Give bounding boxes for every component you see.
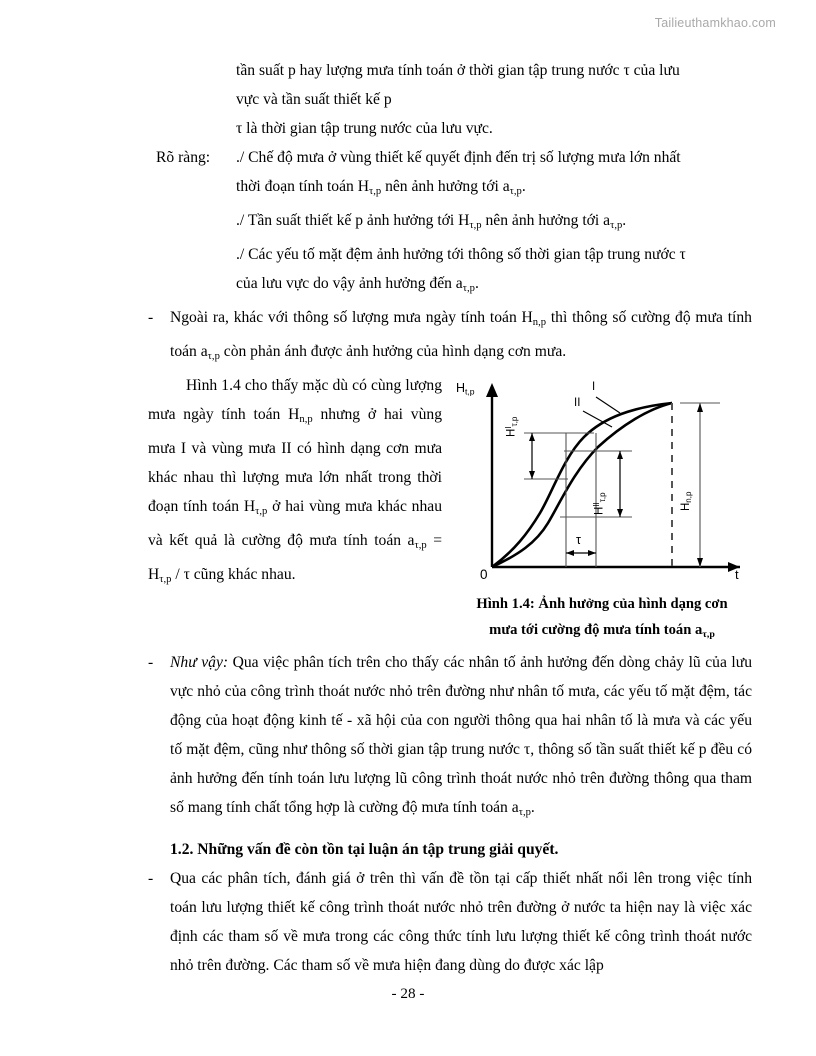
- dim-label-h1-sub: τ,p: [509, 416, 519, 427]
- bullet-ngoai-ra-sub1: n,p: [532, 316, 547, 328]
- side-paragraph-s5: / τ cũng khác nhau.: [171, 565, 296, 583]
- bullet-ngoai-ra-part3: còn phản ánh được ảnh hưởng của hình dạng cơn mưa.: [219, 342, 567, 360]
- bullet-ngoai-ra: [148, 303, 752, 371]
- section-1-2-text: Qua các phân tích, đánh giá ở trên thì vấn đề tồn tại cấp thiết nhất nổi lên trong việc tính toán lưu lượng thiết kế công trình thoát nước nhỏ trên đường ở nước ta hiện nay là việc xác định các tham số về mưa trong các công thức tính lưu lượng thiết kế công trình thoát nước nhỏ trên đường. Các tham số về mưa hiện đang dùng do được xác lập: [170, 869, 752, 974]
- bullet-dash: -: [148, 308, 154, 326]
- ro-rang-item-1-sub1: τ,p: [368, 185, 382, 197]
- dim-arrow-tau-right: [588, 550, 596, 556]
- side-paragraph-sub1: n,p: [299, 413, 313, 425]
- ro-rang-label: Rõ ràng:: [156, 149, 211, 166]
- dim-label-h-tau-p-I: [504, 397, 544, 437]
- ro-rang-item-2-a: ./ Tần suất thiết kế p ảnh hưởng tới H: [236, 211, 470, 229]
- dim-arrow-h2-up: [617, 451, 623, 459]
- dim-label-h-tau-p-II: [592, 465, 632, 515]
- ro-rang-row-1: [148, 143, 752, 172]
- ro-rang-item-2: [236, 206, 752, 240]
- ro-rang-item-2-sub-b: τ,p: [610, 219, 623, 231]
- section-heading-1-2: 1.2. Những vấn đề còn tồn tại luận án tập trung giải quyết.: [170, 840, 559, 858]
- figure-caption: [452, 591, 752, 648]
- ro-rang-item-3-text-a: ./ Các yếu tố mặt đệm ảnh hưởng tới thông số thời gian tập trung nước τ: [236, 245, 686, 263]
- ro-rang-item-3-b: [236, 269, 752, 303]
- dim-arrow-hnp-up: [697, 403, 703, 412]
- nhu-vay-dash: -: [148, 653, 154, 671]
- ro-rang-item-2-sub-a: τ,p: [469, 219, 482, 231]
- dim-label-h2-sub: τ,p: [597, 492, 607, 503]
- ro-rang-item-1-end: .: [521, 178, 526, 195]
- text-line-tau-la: τ là thời gian tập trung nước của lưu vực.: [236, 120, 493, 137]
- dim-label-hnp-base: H: [680, 502, 692, 511]
- dim-label-hnp-sub: n,p: [684, 491, 694, 503]
- y-axis-label-base: H: [456, 380, 466, 395]
- leader-line-I: [596, 397, 620, 413]
- x-axis-label: t: [735, 566, 739, 582]
- dim-label-h2-sup: II: [592, 502, 601, 507]
- nhu-vay-body: Qua việc phân tích trên cho thấy các nhân tố ảnh hưởng đến dòng chảy lũ của lưu vực nhỏ của công trình thoát nước nhỏ trên đường như nhân tố mưa, các yếu tố mặt đệm, tác động của hoạt động kinh tế - xã hội của con người thông qua hai nhân tố là mưa và các yếu tố mặt đệm, cũng như thông số thời gian tập trung nước τ, thông số tần suất thiết kế p đều có ảnh hưởng đến tính toán lưu lượng lũ công trình thoát nước nhỏ trên đường thông qua tham số mang tính chất tổng hợp là cường độ mưa tính toán a: [170, 653, 752, 816]
- dim-label-h-n-p: [680, 461, 710, 511]
- paragraph-section-1-2-body: [148, 864, 752, 980]
- y-axis-label-sub: t,p: [465, 386, 475, 397]
- ro-rang-item-3-text-b: của lưu vực do vậy ảnh hưởng đến a: [236, 274, 463, 292]
- nhu-vay-italic-lead: Như vậy:: [170, 653, 229, 671]
- text-line-vuc-va: vực và tần suất thiết kế p: [236, 91, 392, 108]
- figure-caption-line-2-sub: τ,p: [702, 628, 715, 640]
- dim-arrow-h1-down: [529, 471, 535, 479]
- dim-label-h2-base: H: [593, 506, 606, 515]
- paragraph-nhu-vay: [148, 648, 752, 827]
- figure-1-4: [452, 375, 752, 648]
- side-paragraph-s1: Hình 1.4 cho thấy mặc dù có cùng lượng mưa ngày tính toán H: [148, 376, 442, 423]
- ro-rang-item-1-cont-a: thời đoạn tính toán H: [236, 178, 369, 195]
- dim-label-h1-sup: I: [504, 426, 513, 429]
- y-axis-label: [456, 381, 475, 396]
- dim-arrow-tau-left: [566, 550, 574, 556]
- watermark-text: Tailieuthamkhao.com: [654, 16, 776, 30]
- ro-rang-item-3-sub-b: τ,p: [462, 282, 475, 294]
- side-paragraph-s3: ở hai vùng mưa khác nhau và kết quả là cường độ mưa tính toán a: [148, 497, 442, 549]
- ro-rang-item-1-cont-b: nên ảnh hưởng tới a: [381, 178, 510, 195]
- ro-rang-item-3-text-c: .: [474, 274, 479, 292]
- figure-and-text-block: [148, 371, 752, 648]
- side-paragraph-s4: = H: [148, 531, 442, 583]
- side-paragraph-sub4: τ,p: [159, 573, 172, 585]
- y-axis-arrowhead: [486, 383, 498, 397]
- ro-rang-item-1-text: ./ Chế độ mưa ở vùng thiết kế quyết định đến trị số lượng mưa lớn nhất: [236, 149, 681, 166]
- side-paragraph-sub3: τ,p: [414, 539, 427, 551]
- ro-rang-item-1-sub2: τ,p: [509, 185, 522, 197]
- figure-canvas: [452, 375, 748, 587]
- dim-label-h1-base: H: [505, 428, 518, 437]
- dim-arrow-hnp-down: [697, 558, 703, 567]
- bullet-ngoai-ra-sub2: τ,p: [207, 350, 220, 362]
- section-1-2-dash: -: [148, 869, 154, 887]
- ro-rang-item-1-cont: [236, 172, 752, 206]
- page-number: - 28 -: [391, 985, 425, 1002]
- curve-label-II: II: [574, 396, 581, 409]
- side-paragraph-s2: nhưng ở hai vùng mưa I và vùng mưa II có hình dạng cơn mưa khác nhau thì lượng mưa lớn nhất trong thời đoạn tính toán H: [148, 405, 442, 515]
- figure-caption-line-2-text: mưa tới cường độ mưa tính toán a: [489, 621, 703, 638]
- bullet-ngoai-ra-part2: thì thông số cường độ mưa tính toán a: [170, 308, 752, 360]
- document-content: [148, 56, 752, 980]
- nhu-vay-body-end: .: [530, 798, 535, 816]
- ro-rang-item-2-b: nên ảnh hưởng tới a: [481, 211, 611, 229]
- origin-label: 0: [480, 566, 488, 582]
- curve-label-I: I: [592, 380, 596, 393]
- figure-caption-line-1: Hình 1.4: Ảnh hưởng của hình dạng cơn: [476, 595, 728, 612]
- text-line-tan-suat: tần suất p hay lượng mưa tính toán ở thời gian tập trung nước τ của lưu: [236, 62, 680, 79]
- figure-caption-line-2: [452, 617, 752, 648]
- dim-label-tau: τ: [576, 532, 581, 547]
- nhu-vay-sub: τ,p: [518, 806, 531, 818]
- ro-rang-item-2-c: .: [622, 211, 627, 229]
- ro-rang-item-3-a: [236, 240, 752, 269]
- bullet-ngoai-ra-part1: Ngoài ra, khác với thông số lượng mưa ngày tính toán H: [170, 308, 533, 326]
- side-paragraph-sub2: τ,p: [255, 505, 268, 517]
